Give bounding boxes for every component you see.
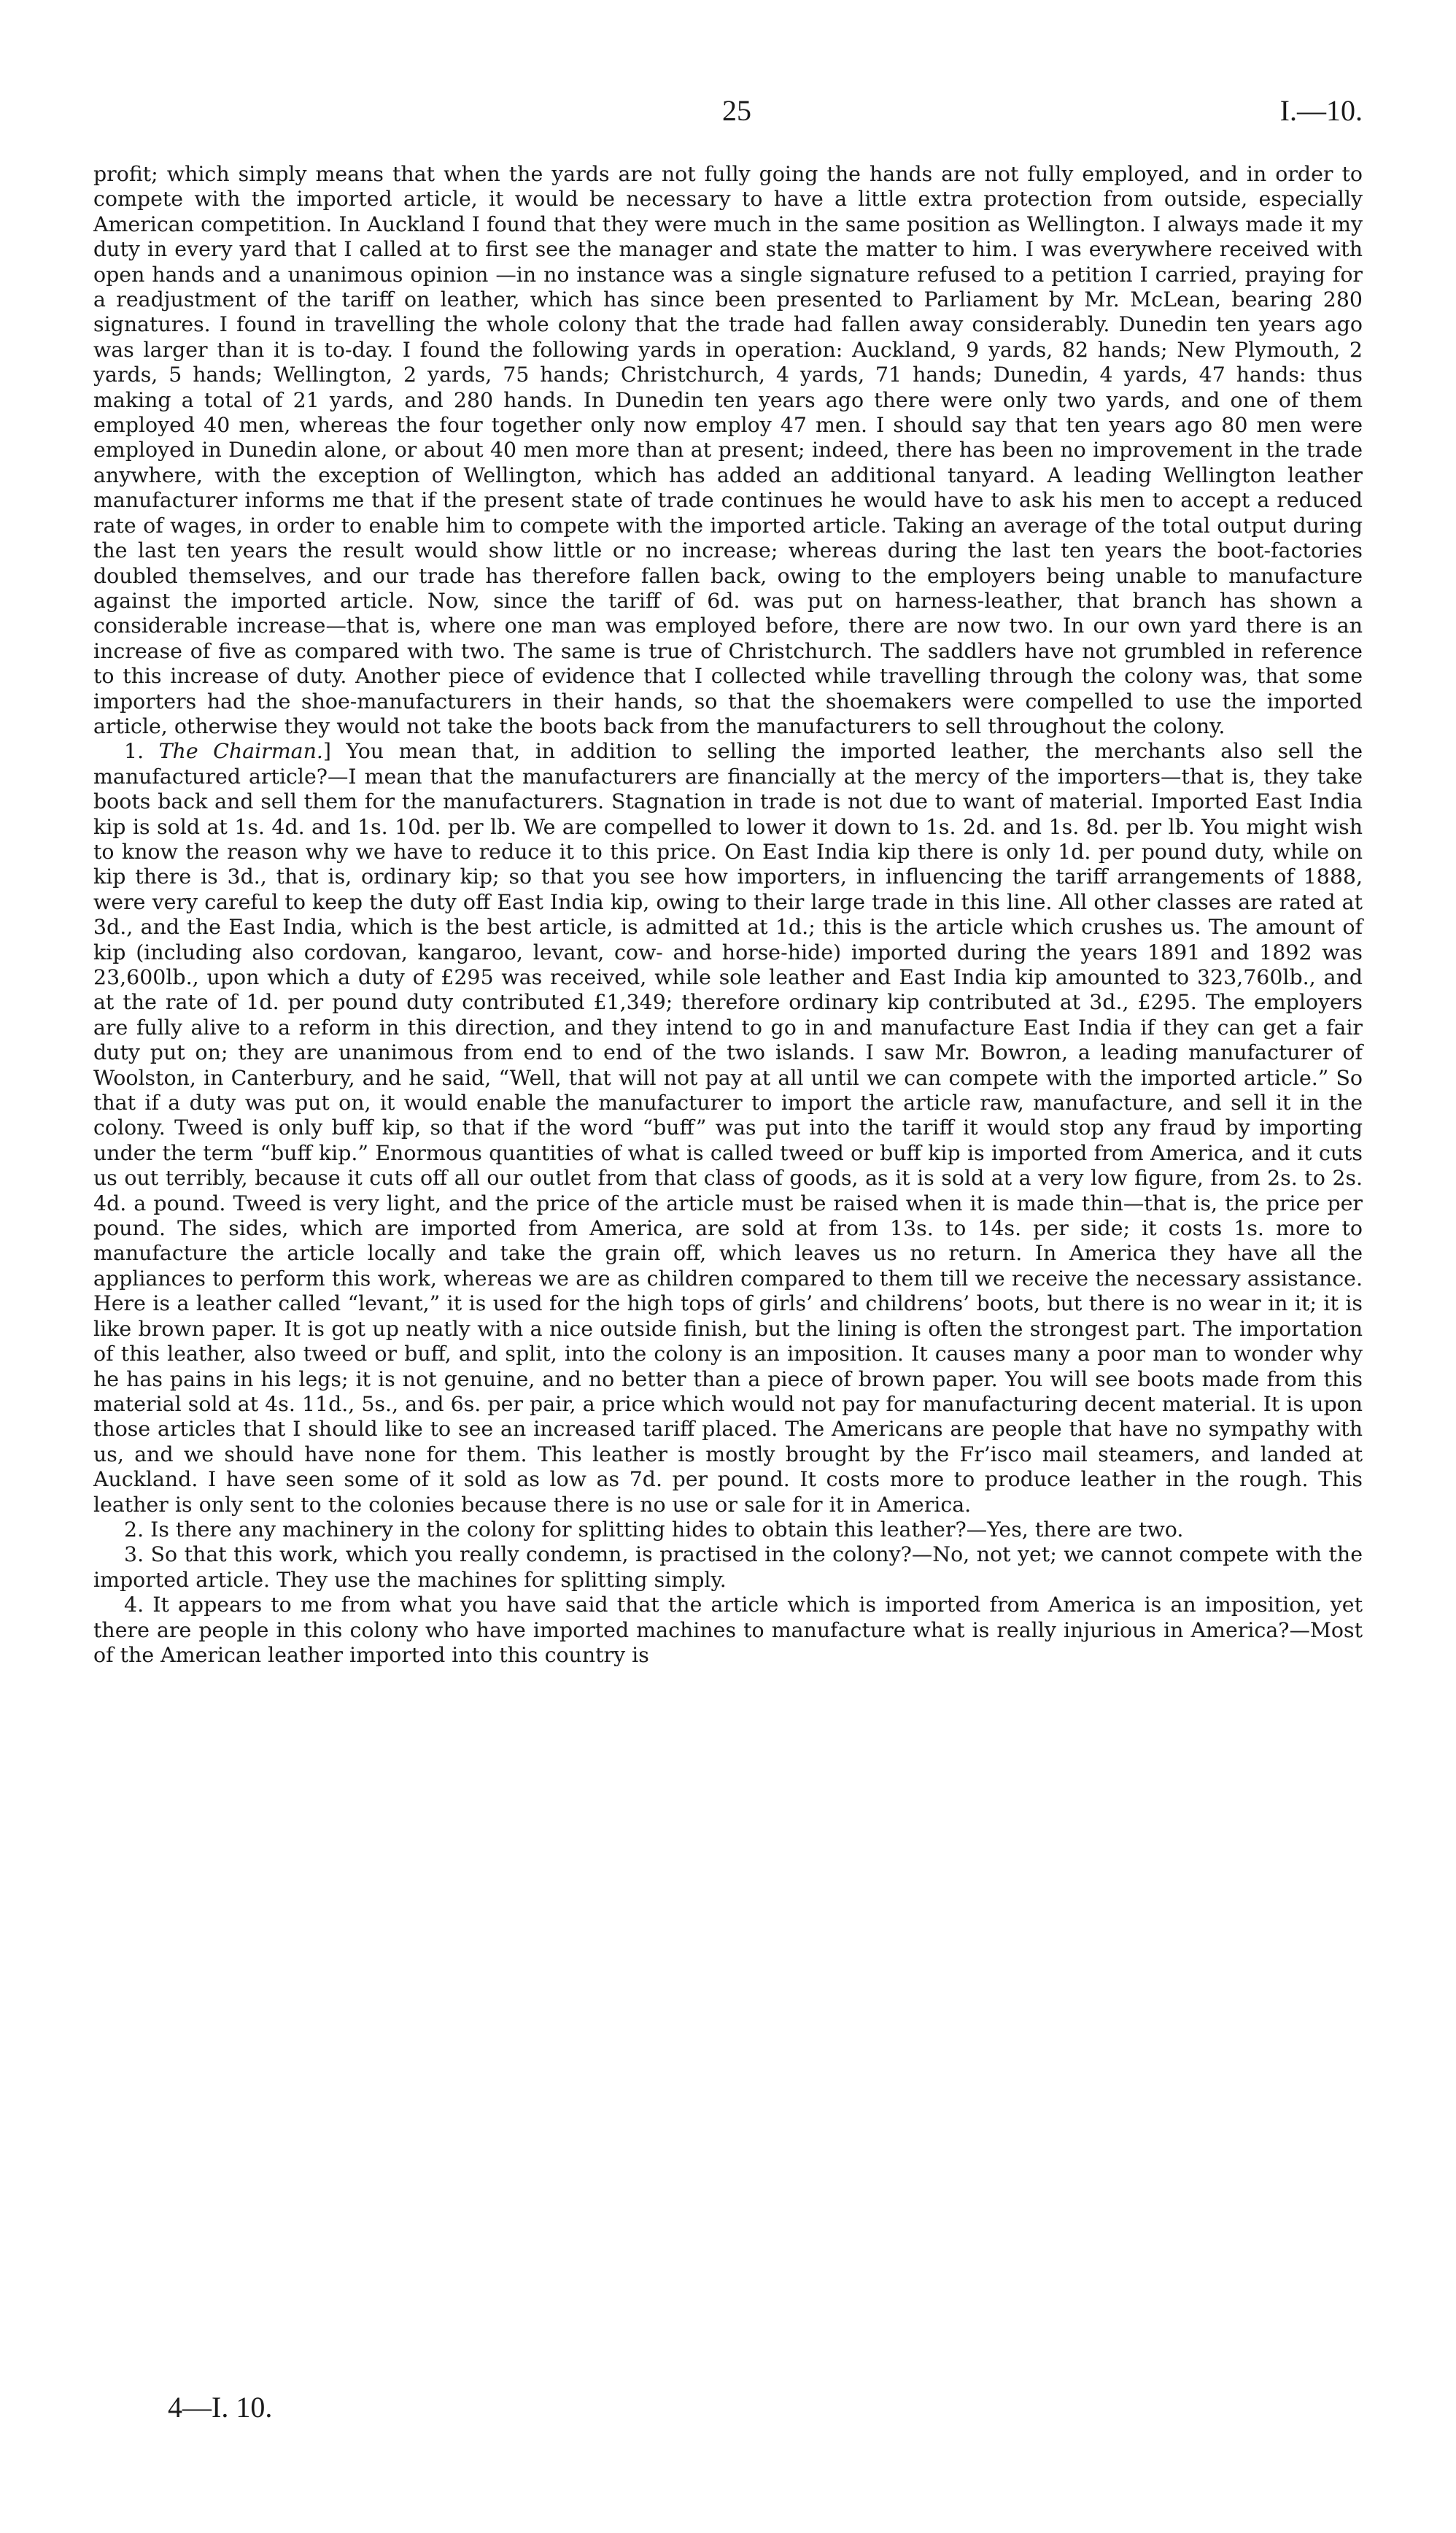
page-header: [0, 93, 1456, 137]
paragraph-question-3: 3. So that this work, which you really condemn, is practised in the colony?—No, not yet; we cannot compete with the imported article. They use the machines for splitting simply.: [93, 1542, 1363, 1592]
body-text: [93, 162, 1363, 1668]
document-reference: I.—10.: [1279, 94, 1363, 127]
paragraph-question-2: 2. Is there any machinery in the colony for splitting hides to obtain this leather?—Yes, there are two.: [124, 1517, 1184, 1542]
speaker-name: The Chairman.: [158, 739, 323, 764]
paragraph-testimony: profit; which simply means that when the yards are not fully going the hands are not fully employed, and in order to compete with the imported article, it would be necessary to have a little extra protection from outside, especially American competition. In Auckland I found that they were much in the same position as Wellington. I always made it my duty in every yard that I called at to first see the manager and state the matter to him. I was everywhere received with open hands and a unanimous opinion —in no instance was a single signature refused to a petition I carried, praying for a readjustment of the tariff on leather, which has since been presented to Parliament by Mr. McLean, bearing 280 signatures. I found in travelling the whole colony that the trade had fallen away considerably. Dunedin ten years ago was larger than it is to-day. I found the following yards in operation: Auckland, 9 yards, 82 hands; New Plymouth, 2 yards, 5 hands; Wellington, 2 yards, 75 hands; Christchurch, 4 yards, 71 hands; Dunedin, 4 yards, 47 hands: thus making a total of 21 yards, and 280 hands. In Dunedin ten years ago there were only two yards, and one of them employed 40 men, whereas the four together only now employ 47 men. I should say that ten years ago 80 men were employed in Dunedin alone, or about 40 men more than at present; indeed, there has been no improvement in the trade anywhere, with the exception of Wellington, which has added an additional tanyard. A leading Wellington leather manufacturer informs me that if the present state of trade continues he would have to ask his men to accept a reduced rate of wages, in order to enable him to compete with the imported article. Taking an average of the total output during the last ten years the result would show little or no increase; whereas during the last ten years the boot-factories doubled themselves, and our trade has therefore fallen back, owing to the employers being unable to manufacture against the imported article. Now, since the tariff of 6d. was put on harness-leather, that branch has shown a considerable increase—that is, where one man was employed before, there are now two. In our own yard there is an increase of five as compared with two. The same is true of Christchurch. The saddlers have not grumbled in reference to this increase of duty. Another piece of evidence that I collected while travelling through the colony was, that some importers had the shoe-manufacturers in their hands, so that the shoemakers were compelled to use the imported article, otherwise they would not take the boots back from the manufacturers to sell throughout the colony.: [93, 162, 1363, 738]
printer-signature: 4—I. 10.: [168, 2391, 273, 2424]
paragraph-question-4: 4. It appears to me from what you have said that the article which is imported from America is an imposition, yet there are people in this colony who have imported machines to manufacture what is really injurious in America?—Most of the American leather imported into this country is: [93, 1593, 1363, 1667]
question-number: 1.: [124, 739, 159, 764]
page-number: 25: [722, 94, 751, 127]
question-1-text: ] You mean that, in addition to selling the imported leather, the merchants also sell the manufactured article?—I mean that the manufacturers are financially at the mercy of the importers—that is, they take boots back and sell them for the manufacturers. Stagnation in trade is not due to want of material. Imported East India kip is sold at 1s. 4d. and 1s. 10d. per lb. We are compelled to lower it down to 1s. 2d. and 1s. 8d. per lb. You might wish to know the reason why we have to reduce it to this price. On East India kip there is only 1d. per pound duty, while on kip there is 3d., that is, ordinary kip; so that you see how importers, in influencing the tariff arrangements of 1888, were very careful to keep the duty off East India kip, owing to their large trade in this line. All other classes are rated at 3d., and the East India, which is the best article, is admitted at 1d.; this is the article which crushes us. The amount of kip (including also cordovan, kangaroo, levant, cow- and horse-hide) imported during the years 1891 and 1892 was 23,600lb., upon which a duty of £295 was received, while sole leather and East India kip amounted to 323,760lb., and at the rate of 1d. per pound duty contributed £1,349; therefore ordinary kip contributed at 3d., £295. The employers are fully alive to a reform in this direction, and they intend to go in and manufacture East India if they can get a fair duty put on; they are unanimous from end to end of the two islands. I saw Mr. Bowron, a leading manufacturer of Woolston, in Canterbury, and he said, “Well, that will not pay at all until we can compete with the imported article.” So that if a duty was put on, it would enable the manufacturer to import the article raw, manufacture, and sell it in the colony. Tweed is only buff kip, so that if the word “buff” was put into the tariff it would stop any fraud by importing under the term “buff kip.” Enormous quantities of what is called tweed or buff kip is imported from America, and it cuts us out terribly, because it cuts off all our outlet from that class of goods, as it is sold at a very low figure, from 2s. to 2s. 4d. a pound. Tweed is very light, and the price of the article must be raised when it is made thin—that is, the price per pound. The sides, which are imported from America, are sold at from 13s. to 14s. per side; it costs 1s. more to manufacture the article locally and take the grain off, which leaves us no return. In America they have all the appliances to perform this work, whereas we are as children compared to them till we receive the necessary assistance. Here is a leather called “levant,” it is used for the high tops of girls’ and childrens’ boots, but there is no wear in it; it is like brown paper. It is got up neatly with a nice outside finish, but the lining is often the strongest part. The importation of this leather, also tweed or buff, and split, into the colony is an imposition. It causes many a poor man to wonder why he has pains in his legs; it is not genuine, and no better than a piece of brown paper. You will see boots made from this material sold at 4s. 11d., 5s., and 6s. per pair, a price which would not pay for manufacturing decent material. It is upon those articles that I should like to see an increased tariff placed. The Americans are people that have no sympathy with us, and we should have none for them. This leather is mostly brought by the Fr’isco mail steamers, and landed at Auckland. I have seen some of it sold as low as 7d. per pound. It costs more to produce leather in the rough. This leather is only sent to the colonies because there is no use or sale for it in America.: [93, 739, 1363, 1517]
paragraph-question-1: [93, 739, 1363, 1517]
